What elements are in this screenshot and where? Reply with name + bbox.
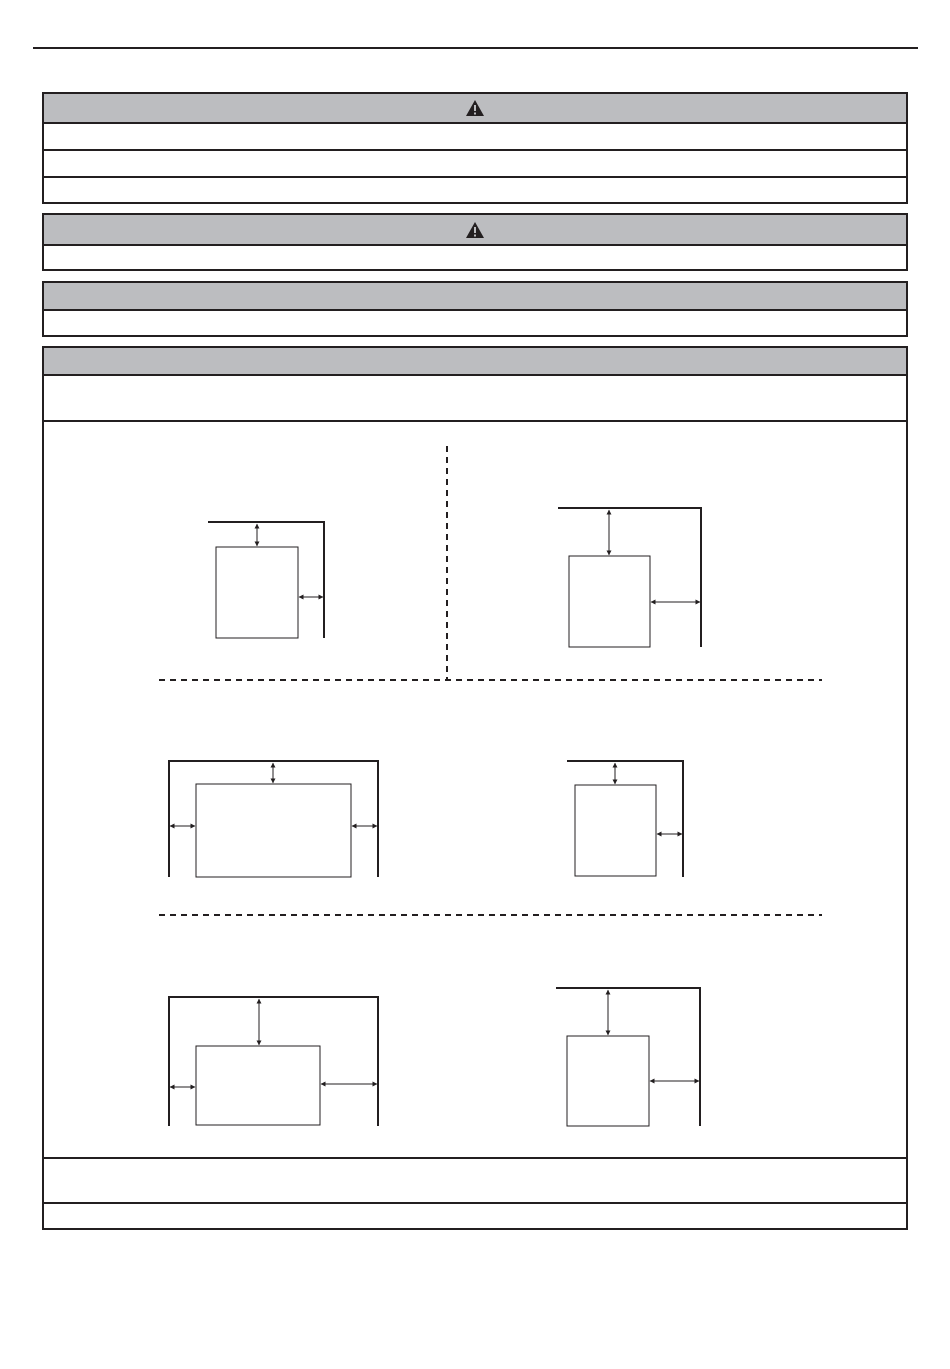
unit-outline [196,784,351,877]
unit-outline [196,1046,320,1125]
wall [567,761,683,877]
diagram-recess-three-sides-offset [169,997,378,1126]
wall [169,997,378,1126]
diagram-corner-top-right-small [208,522,324,638]
wall [208,522,324,638]
unit-outline [575,785,656,876]
diagram-corner-top-right-large [558,508,701,647]
diagram-corner-top-right-narrow [567,761,683,877]
wall [556,988,700,1126]
diagram-corner-top-right-deep [556,988,700,1126]
unit-outline [569,556,650,647]
diagram-recess-three-sides-wide [169,761,378,877]
wall [558,508,701,647]
unit-outline [216,547,298,638]
unit-outline [567,1036,649,1126]
